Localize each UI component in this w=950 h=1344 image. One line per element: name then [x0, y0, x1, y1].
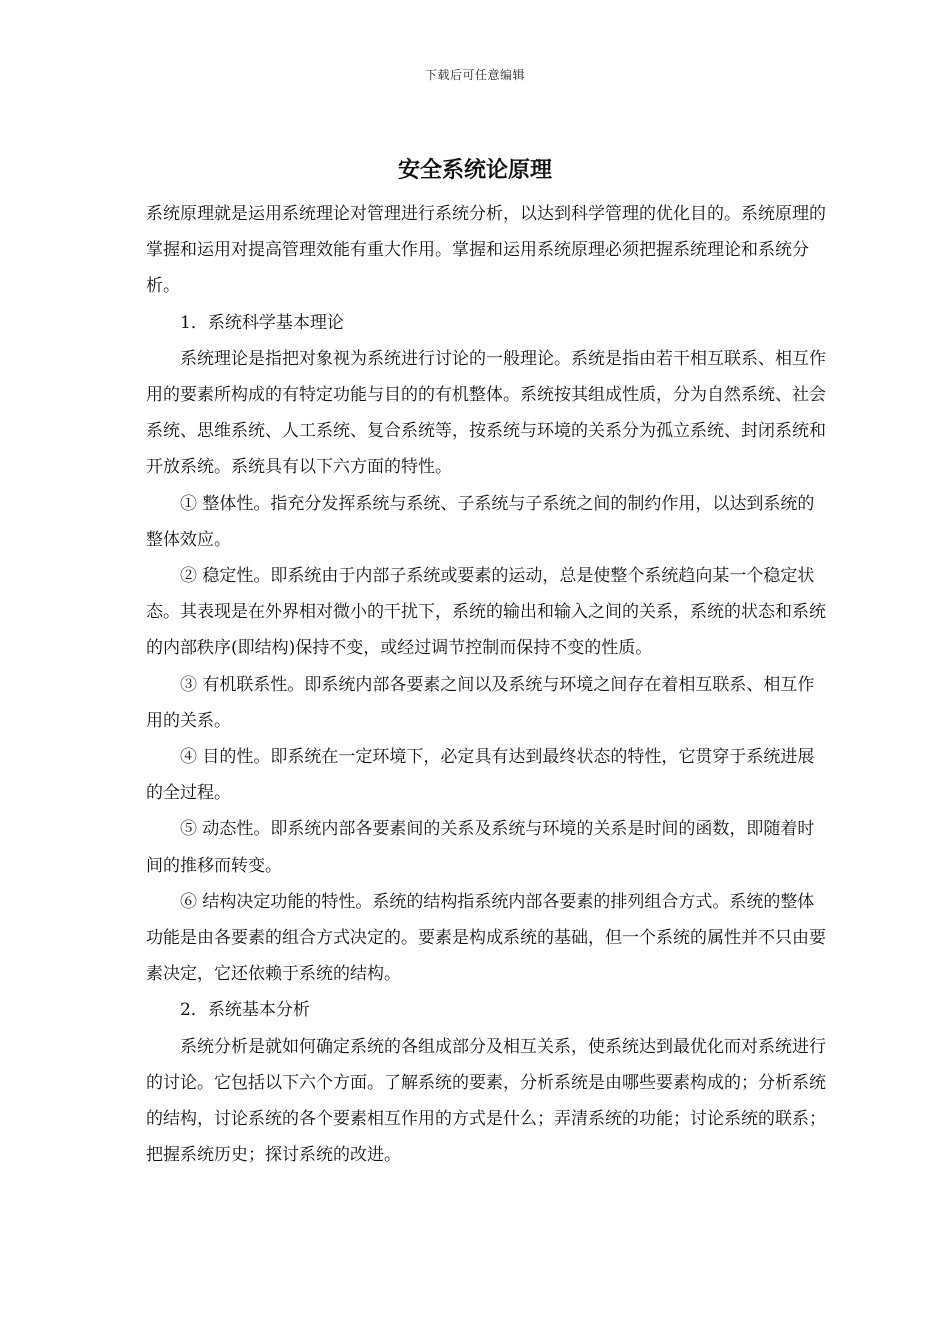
document-title: 安全系统论原理: [397, 157, 552, 183]
paragraph-property-4: ④ 目的性。即系统在一定环境下，必定具有达到最终状态的特性，它贯穿于系统进展的全过程。: [146, 747, 815, 804]
document-body: [146, 196, 826, 1173]
section-heading-2: 2．系统基本分析: [180, 1000, 310, 1021]
paragraph-property-6: ⑥ 结构决定功能的特性。系统的结构指系统内部各要素的排列组合方式。系统的整体功能是由各要素的组合方式决定的。要素是构成系统的基础，但一个系统的属性并不只由要素决定，它还依赖于系统的结构。: [146, 891, 826, 985]
section-heading-1: 1．系统科学基本理论: [180, 312, 344, 333]
paragraph-property-1: ① 整体性。指充分发挥系统与系统、子系统与子系统之间的制约作用，以达到系统的整体效应。: [146, 493, 815, 550]
paragraph-property-3: ③ 有机联系性。即系统内部各要素之间以及系统与环境之间存在着相互联系、相互作用的关系。: [146, 674, 815, 731]
paragraph-property-2: ② 稳定性。即系统由于内部子系统或要素的运动，总是使整个系统趋向某一个稳定状态。其表现是在外界相对微小的干扰下，系统的输出和输入之间的关系，系统的状态和系统的内部秩序(即结构)保持不变，或经过调节控制而保持不变的性质。: [146, 566, 826, 659]
header-note: 下载后可任意编辑: [424, 68, 525, 82]
paragraph-system-theory: 系统理论是指把对象视为系统进行讨论的一般理论。系统是指由若干相互联系、相互作用的要素所构成的有特定功能与目的的有机整体。系统按其组成性质，分为自然系统、社会系统、思维系统、人工系统、复合系统等，按系统与环境的关系分为孤立系统、封闭系统和开放系统。系统具有以下六方面的特性。: [146, 348, 826, 478]
intro-paragraph: 系统原理就是运用系统理论对管理进行系统分析，以达到科学管理的优化目的。系统原理的掌握和运用对提高管理效能有重大作用。掌握和运用系统原理必须把握系统理论和系统分析。: [146, 204, 826, 297]
paragraph-property-5: ⑤ 动态性。即系统内部各要素间的关系及系统与环境的关系是时间的函数，即随着时间的推移而转变。: [146, 819, 815, 876]
paragraph-system-analysis: 系统分析是就如何确定系统的各组成部分及相互关系，使系统达到最优化而对系统进行的讨论。它包括以下六个方面。了解系统的要素，分析系统是由哪些要素构成的；分析系统的结构，讨论系统的各个要素相互作用的方式是什么；弄清系统的功能；讨论系统的联系；把握系统历史；探讨系统的改进。: [146, 1036, 826, 1166]
